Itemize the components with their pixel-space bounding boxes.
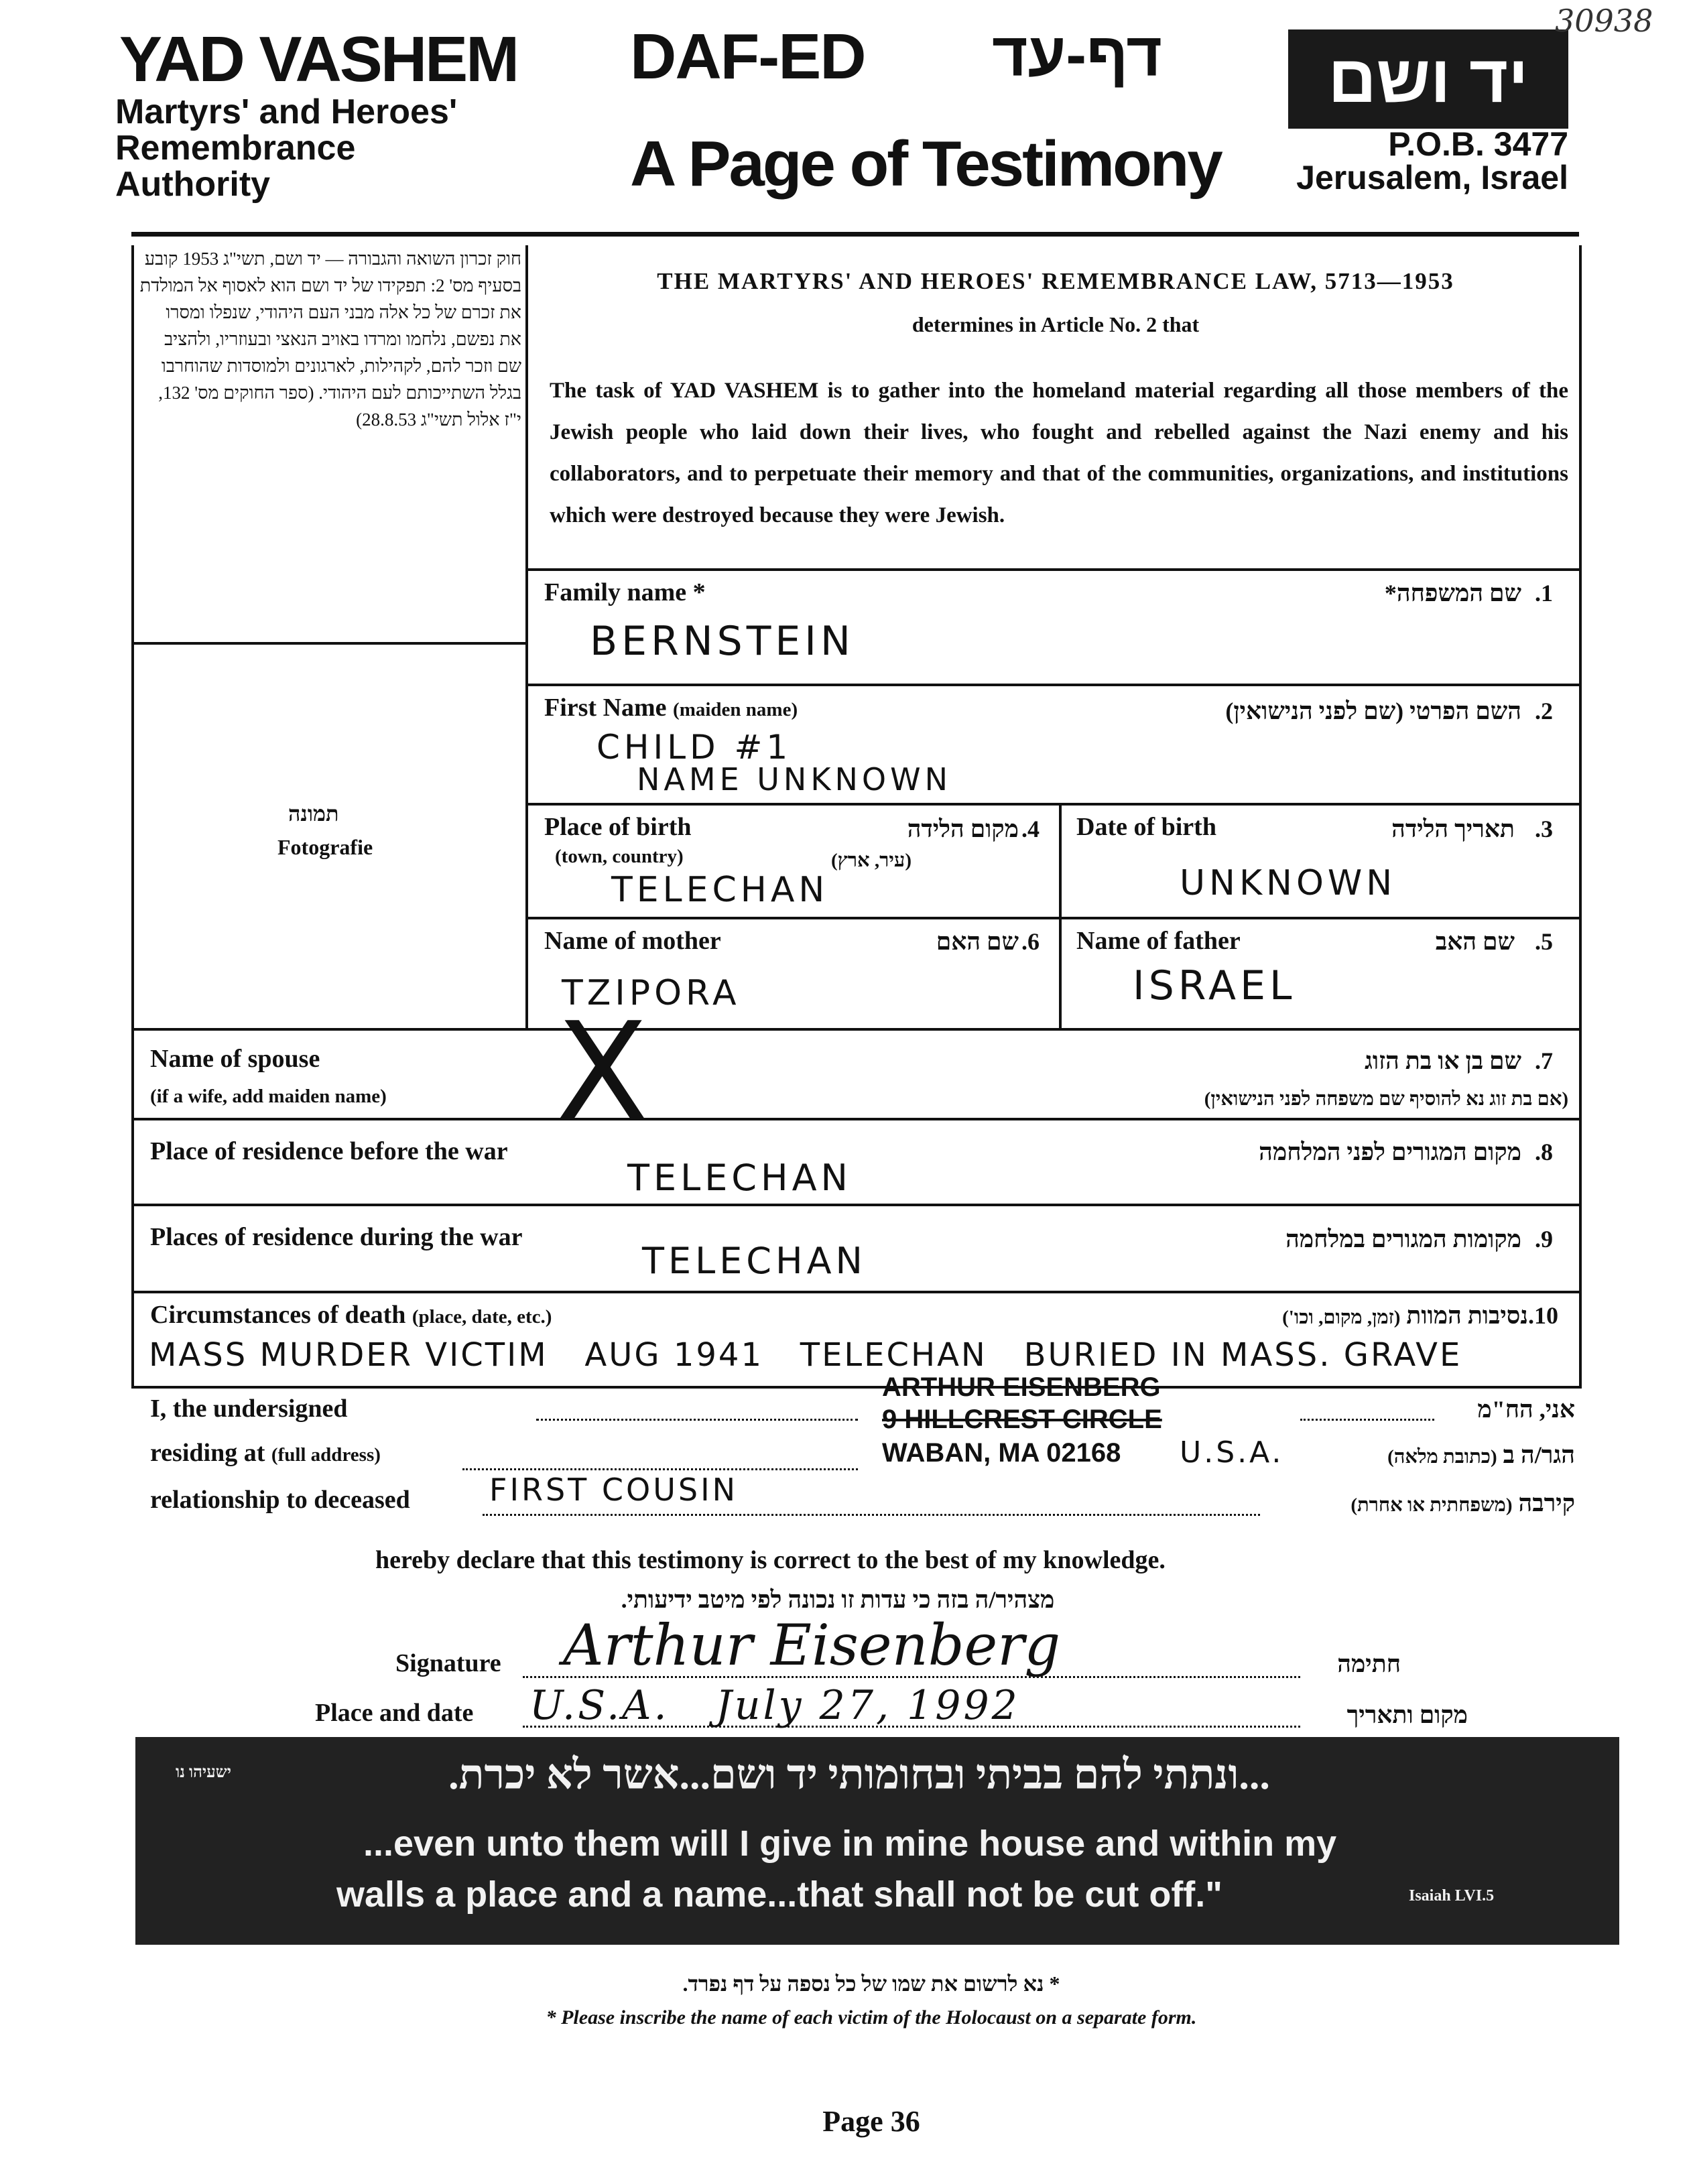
place-date-value: U.S.A. July 27, 1992 [529, 1682, 1020, 1729]
org-subtitle-line: Remembrance [115, 129, 356, 168]
frame-left [131, 245, 134, 1031]
residing-hebrew-note: (כתובת מלאה) [1387, 1446, 1497, 1468]
dotted-line [1300, 1418, 1434, 1421]
death-label-hebrew-text: נסיבות המוות [1406, 1302, 1528, 1329]
frame-divider [525, 245, 528, 1031]
dotted-line [483, 1513, 1260, 1516]
death-circumstances-label [150, 1300, 552, 1330]
mother-name-value: TZIPORA [562, 973, 741, 1013]
pob-address: P.O.B. 3477 [1388, 125, 1568, 163]
dotted-line [523, 1675, 1300, 1678]
address-line2: WABAN, MA 02168 [882, 1438, 1121, 1468]
spouse-value-cross: X [556, 994, 653, 1150]
org-subtitle-line: Martyrs' and Heroes' [115, 92, 458, 131]
mother-name-label: Name of mother [544, 927, 721, 955]
cell-divider [1059, 803, 1062, 1031]
spouse-label-note: (if a wife, add maiden name) [150, 1086, 387, 1107]
relationship-label-hebrew [1267, 1489, 1575, 1517]
form-title: A Page of Testimony [630, 128, 1221, 200]
photo-label: Fotografie [277, 835, 373, 859]
quote-reference-hebrew: ישעיהו נו [176, 1764, 232, 1781]
residence-before-label: Place of residence before the war [150, 1137, 508, 1165]
family-name-label: Family name * [544, 578, 706, 606]
footnote-english: * Please inscribe the name of each victim of the Holocaust on a separate form. [546, 2006, 1197, 2029]
residing-label-text: residing at [150, 1439, 265, 1467]
frame-right-lower [1579, 1028, 1582, 1389]
relationship-label: relationship to deceased [150, 1486, 410, 1514]
field-number: .9 [1535, 1226, 1553, 1252]
spouse-label: Name of spouse [150, 1045, 320, 1073]
signature-value: Arthur Eisenberg [563, 1612, 1061, 1678]
place-date-label-hebrew: מקום ותאריך [1346, 1701, 1468, 1728]
form-code-hebrew: דף-עד [992, 21, 1162, 89]
undersigned-label: I, the undersigned [150, 1395, 348, 1423]
date-of-birth-label-hebrew: תאריך הלידה [1391, 816, 1515, 842]
address-country: U.S.A. [1180, 1435, 1284, 1470]
rule [131, 1028, 1582, 1031]
first-name-label-note: (maiden name) [673, 699, 798, 720]
photo-label-hebrew: תמונה [288, 801, 339, 826]
date-of-birth-label: Date of birth [1076, 813, 1216, 841]
first-name-label-text: First Name [544, 694, 667, 722]
family-name-label-hebrew: שם המשפחה* [1384, 580, 1521, 606]
residence-during-label: Places of residence during the war [150, 1223, 523, 1251]
place-of-birth-note: (town, country) [555, 846, 684, 867]
relationship-value: FIRST COUSIN [489, 1472, 739, 1508]
death-label-hebrew [1153, 1301, 1528, 1330]
dotted-line [462, 1468, 858, 1470]
field-number: .5 [1535, 928, 1553, 955]
death-label-hebrew-note: (זמן, מקום, וכו') [1282, 1307, 1401, 1328]
first-name-label [544, 693, 798, 722]
rule [131, 1204, 1582, 1206]
declaration-text: hereby declare that this testimony is correct to the best of my knowledge. [375, 1546, 1166, 1574]
place-of-birth-label: Place of birth [544, 813, 692, 841]
place-of-birth-note-hebrew: (עיר, ארץ) [830, 850, 912, 871]
dotted-line [536, 1418, 858, 1421]
residing-label-hebrew [1314, 1441, 1575, 1469]
quote-banner [135, 1737, 1619, 1945]
yad-vashem-logo: יד ושם [1288, 29, 1568, 129]
law-title: THE MARTYRS' AND HEROES' REMEMBRANCE LAW, 5713—1953 [657, 268, 1454, 294]
document-number: 30938 [1555, 3, 1653, 39]
family-name-value: BERNSTEIN [590, 618, 855, 665]
field-number: .1 [1535, 580, 1553, 606]
field-number: .7 [1535, 1047, 1553, 1074]
mother-name-label-hebrew: שם האם [936, 928, 1019, 955]
declarant-name: ARTHUR EISENBERG [882, 1372, 1161, 1402]
spouse-label-hebrew: שם בן או בת הזוג [1365, 1047, 1521, 1074]
field-number: .10 [1528, 1302, 1558, 1329]
rule [525, 684, 1582, 686]
law-text: The task of YAD VASHEM is to gather into the homeland material regarding all those members of the Jewish people who laid down their lives, who fought and rebelled against the Nazi enemy and his collaborators, and to perpetuate their memory and that of the communities, organizations, and institutions which were destroyed because they were Jewish. [550, 379, 1568, 527]
rule [131, 1291, 1582, 1293]
quote-hebrew: ...ונתתי להם בביתי ובחומותי יד ושם...אשר לא יכרת. [448, 1752, 1270, 1798]
residence-before-label-hebrew: מקום המגורים לפני המלחמה [1259, 1139, 1521, 1165]
org-name: YAD VASHEM [119, 23, 518, 95]
header-rule [131, 232, 1579, 237]
field-number: .2 [1535, 698, 1553, 724]
law-text-rule [525, 568, 1582, 571]
residence-during-label-hebrew: מקומות המגורים במלחמה [1285, 1226, 1521, 1252]
quote-english-line2: walls a place and a name...that shall not be cut off." [336, 1874, 1222, 1915]
death-label-note: (place, date, etc.) [412, 1306, 552, 1328]
form-code: DAF-ED [630, 21, 865, 92]
death-circumstances-value: MASS MURDER VICTIM AUG 1941 TELECHAN BURIED IN MASS. GRAVE [149, 1336, 1462, 1374]
residing-label [150, 1438, 381, 1468]
law-subtitle: determines in Article No. 2 that [912, 312, 1200, 336]
place-date-label: Place and date [315, 1699, 474, 1727]
signature-label-hebrew: חתימה [1337, 1651, 1401, 1677]
place-of-birth-label-hebrew: מקום הלידה [907, 816, 1019, 842]
frame-left-lower [131, 1028, 134, 1389]
undersigned-label-hebrew: אני, הח"מ [1477, 1396, 1575, 1423]
city-address: Jerusalem, Israel [1296, 159, 1568, 196]
field-number: .3 [1535, 816, 1553, 842]
father-name-value: ISRAEL [1133, 962, 1296, 1009]
residence-during-value: TELECHAN [642, 1240, 867, 1282]
quote-english-line1: ...even unto them will I give in mine house and within my [363, 1823, 1337, 1864]
relationship-hebrew-note: (משפחתית או אחרת) [1351, 1494, 1513, 1516]
first-name-value-line1: CHILD #1 [597, 728, 792, 767]
quote-reference-english: Isaiah LVI.5 [1409, 1887, 1495, 1905]
rule [131, 1118, 1582, 1120]
address-line1: 9 HILLCREST CIRCLE [882, 1405, 1162, 1434]
residing-label-note: (full address) [271, 1444, 381, 1466]
field-number: .8 [1535, 1139, 1553, 1165]
date-of-birth-value: UNKNOWN [1180, 863, 1397, 903]
death-label-text: Circumstances of death [150, 1301, 406, 1329]
residence-before-value: TELECHAN [627, 1157, 852, 1199]
first-name-value-line2: NAME UNKNOWN [637, 761, 952, 797]
relationship-hebrew-text: קירבה [1518, 1490, 1575, 1517]
field-number: .6 [1021, 928, 1040, 955]
frame-right [1579, 245, 1582, 1031]
law-column-rule [131, 642, 528, 645]
page-number: Page 36 [822, 2105, 920, 2138]
first-name-label-hebrew: השם הפרטי (שם לפני הנישואין) [1225, 698, 1521, 724]
father-name-label: Name of father [1076, 927, 1241, 955]
org-subtitle [115, 94, 517, 202]
spouse-note-hebrew: (אם בת זוג נא להוסיף שם משפחה לפני הנישואין) [1204, 1088, 1568, 1110]
father-name-label-hebrew: שם האב [1435, 928, 1515, 955]
signature-label: Signature [395, 1649, 501, 1677]
footnote-hebrew: * נא לרשום את שמו של כל נספה על דף נפרד. [682, 1972, 1060, 1996]
declaration-text-hebrew: מצהיר/ה בזה כי עדות זו נכונה לפי מיטב ידיעותי. [621, 1586, 1055, 1613]
law-hebrew-text: חוק זכרון השואה והגבורה — יד ושם, תשי"ג 1953 קובע בסעיף מס' 2: תפקידו של יד ושם הוא לאסוף אל המולדת את זכרם של כל אלה מבני העם היהודי, שנפלו ומסרו את נפשם, נלחמו ומרדו באויב הנאצי ובעוזריו, ולהציב שם וזכר להם, לקהילות, לארגונים ולמוסדות שהוחרבו בגלל השתייכותם לעם היהודי. (ספר החוקים מס' 132, י"ז אלול תשי"ג 28.8.53) [139, 249, 521, 430]
rule [525, 917, 1582, 919]
dotted-line [523, 1725, 1300, 1728]
rule [525, 803, 1582, 806]
residing-hebrew-text: הגר/ה ב [1503, 1441, 1575, 1468]
rule [131, 1386, 1582, 1389]
field-number: .4 [1021, 816, 1040, 842]
org-subtitle-line: Authority [115, 165, 271, 204]
place-of-birth-value: TELECHAN [611, 870, 829, 910]
